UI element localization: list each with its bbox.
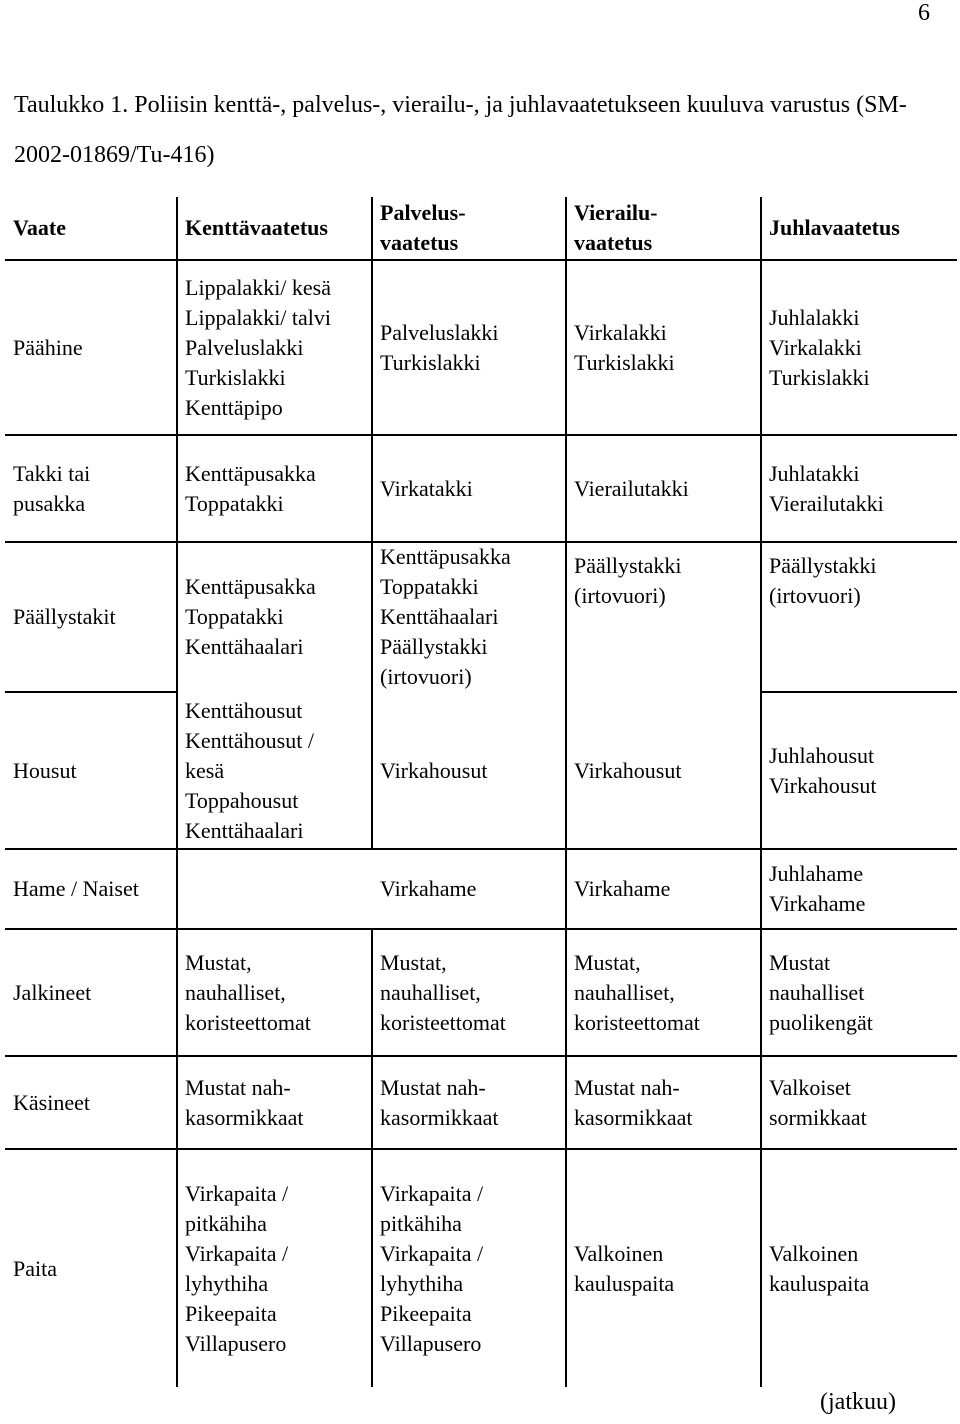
cell-hame-juhla: Juhlahame Virkahame — [769, 861, 866, 916]
header-juhlavaatetus: Juhlavaatetus — [769, 215, 900, 240]
cell-paahine-vierailu: Virkalakki Turkislakki — [574, 319, 675, 375]
cell-jalkineet-juhla: Mustat nauhalliset puolikengät — [769, 949, 873, 1035]
row-label-hame: Hame / Naiset — [13, 876, 139, 901]
row-label-housut: Housut — [13, 757, 77, 783]
row-label-jalkineet: Jalkineet — [13, 979, 92, 1005]
row-label-paallystakit: Päällystakit — [13, 604, 116, 629]
header-vierailuvaatetus: Vierailu- vaatetus — [574, 200, 658, 255]
cell-paita-kentta: Virkapaita / pitkähiha Virkapaita / lyhythiha Pikeepaita Villapusero — [185, 1180, 289, 1356]
vline — [176, 197, 178, 1387]
row-label-takki: Takki tai pusakka — [13, 460, 91, 516]
cell-kasineet-palvelus: Mustat nah- kasormikkaat — [380, 1074, 499, 1130]
header-vaate: Vaate — [13, 215, 66, 240]
cell-paita-vierailu: Valkoinen kauluspaita — [574, 1240, 675, 1296]
cell-paahine-palvelus: Palveluslakki Turkislakki — [380, 319, 499, 375]
cell-jalkineet-kentta: Mustat, nauhalliset, koristeettomat — [185, 949, 311, 1035]
cell-kasineet-vierailu: Mustat nah- kasormikkaat — [574, 1074, 693, 1130]
table-caption: Taulukko 1. Poliisin kenttä-, palvelus-, vierailu-, ja juhlavaatetukseen kuuluva varustus (SM-2002-01869/Tu-416) — [14, 92, 907, 168]
vline — [371, 197, 373, 849]
cell-takki-vierailu: Vierailutakki — [574, 475, 689, 501]
cell-housut-vierailu: Virkahousut — [574, 757, 682, 783]
cell-housut-palvelus: Virkahousut — [380, 757, 488, 783]
cell-hame-vierailu: Virkahame — [574, 876, 671, 901]
cell-housut-kentta: Kenttähousut Kenttähousut / kesä Toppahousut Kenttähaalari — [185, 697, 314, 843]
cell-paallystakit-juhla: Päällystakki (irtovuori) — [769, 553, 877, 608]
cell-paallystakit-vierailu: Päällystakki (irtovuori) — [574, 553, 682, 608]
cell-jalkineet-palvelus: Mustat, nauhalliset, koristeettomat — [380, 949, 506, 1035]
header-kenttavaatetus: Kenttävaatetus — [185, 215, 328, 240]
cell-kasineet-kentta: Mustat nah- kasormikkaat — [185, 1074, 304, 1130]
cell-jalkineet-vierailu: Mustat, nauhalliset, koristeettomat — [574, 949, 700, 1035]
cell-hame-palvelus: Virkahame — [380, 876, 477, 901]
header-palvelusvaatetus: Palvelus- vaatetus — [380, 200, 466, 255]
cell-housut-juhla: Juhlahousut Virkahousut — [769, 742, 877, 798]
cell-paita-palvelus: Virkapaita / pitkähiha Virkapaita / lyhythiha Pikeepaita Villapusero — [380, 1180, 484, 1356]
vline — [565, 197, 567, 1387]
vline — [371, 930, 373, 1387]
cell-takki-palvelus: Virkatakki — [380, 475, 473, 501]
cell-kasineet-juhla: Valkoiset sormikkaat — [769, 1074, 867, 1130]
equipment-table — [5, 197, 957, 1389]
cell-paahine-kentta: Lippalakki/ kesä Lippalakki/ talvi Palveluslakki Turkislakki Kenttäpipo — [185, 274, 332, 420]
cell-takki-kentta: Kenttäpusakka Toppatakki — [185, 460, 316, 516]
cell-takki-juhla: Juhlatakki Vierailutakki — [769, 460, 884, 516]
cell-paita-juhla: Valkoinen kauluspaita — [769, 1240, 870, 1296]
row-label-paita: Paita — [13, 1255, 57, 1281]
page-number: 6 — [918, 0, 930, 26]
row-label-paahine: Päähine — [13, 334, 83, 360]
cell-paallystakit-kentta: Kenttäpusakka Toppatakki Kenttähaalari — [185, 574, 316, 659]
continued-note: (jatkuu) — [820, 1389, 896, 1415]
vline — [760, 197, 762, 1387]
row-label-kasineet: Käsineet — [13, 1089, 90, 1115]
cell-paallystakit-palvelus: Kenttäpusakka Toppatakki Kenttähaalari Päällystakki (irtovuori) — [380, 544, 511, 689]
cell-paahine-juhla: Juhlalakki Virkalakki Turkislakki — [769, 304, 870, 390]
